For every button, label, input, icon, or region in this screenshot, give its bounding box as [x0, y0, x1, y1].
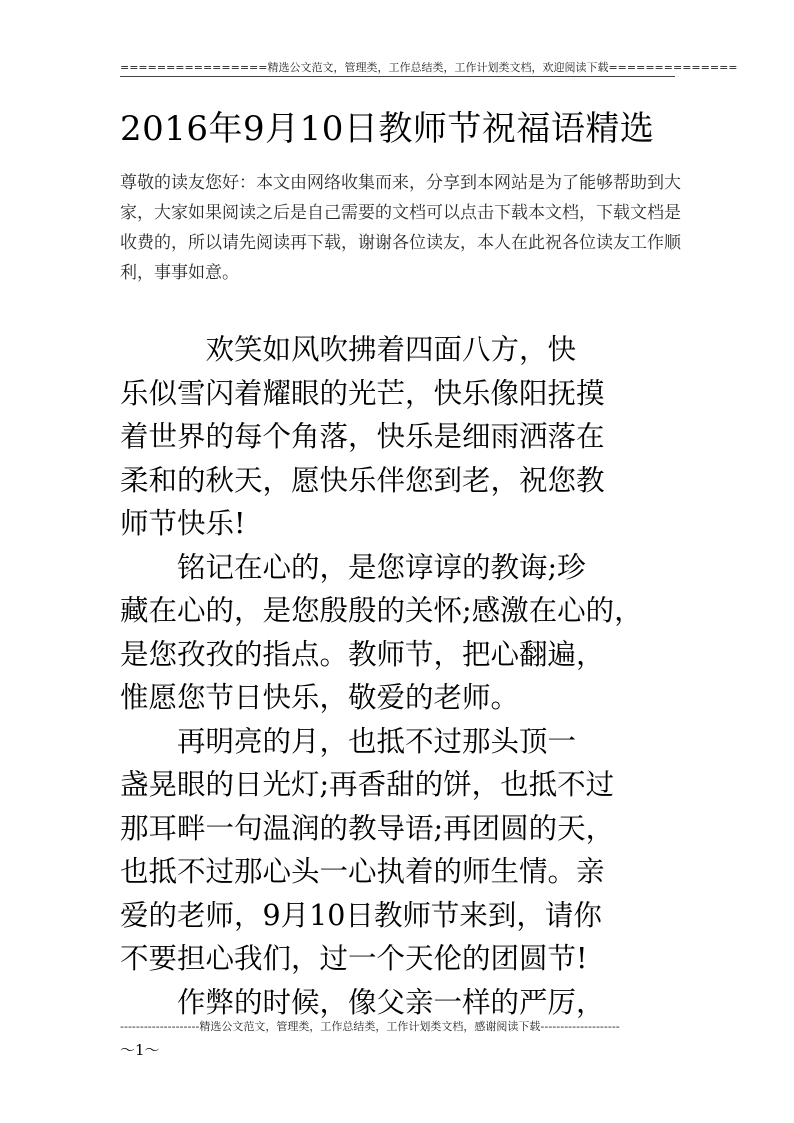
page-footer: --------------------精选公文范文，管理类，工作总结类，工作计划类文档，感谢阅读下载--------------------: [120, 1020, 620, 1033]
header-divider: [120, 76, 675, 77]
body-line: 着世界的每个角落，快乐是细雨洒落在: [120, 420, 605, 453]
intro-paragraph: [120, 168, 680, 288]
body-line: 作弊的时候，像父亲一样的严厉，: [120, 985, 605, 1019]
body-line: 师节快乐!: [120, 507, 246, 540]
body-line: 乐似雪闪着耀眼的光芒，快乐像阳抚摸: [120, 376, 605, 410]
body-line: 藏在心的，是您殷殷的关怀;感激在心的，: [120, 594, 643, 627]
page-header: ================精选公文范文，管理类，工作总结类，工作计划类文档，欢迎阅读下载==============: [120, 61, 738, 74]
body-line: 再明亮的月，也抵不过那头顶一: [120, 724, 577, 758]
body-line: 欢笑如风吹拂着四面八方，快: [120, 333, 577, 366]
intro-line: 尊敬的读友您好：本文由网络收集而来，分享到本网站是为了能够帮助到大: [120, 173, 681, 193]
body-line: 惟愿您节日快乐，敬爱的老师。: [120, 681, 520, 714]
body-line: 是您孜孜的指点。教师节，把心翻遍，: [120, 637, 605, 671]
body-line: 柔和的秋天，愿快乐伴您到老，祝您教: [120, 463, 605, 497]
intro-line: 家，大家如果阅读之后是自己需要的文档可以点击下载本文档，下载文档是: [120, 203, 681, 223]
intro-line: 利，事事如意。: [120, 263, 239, 283]
intro-line: 收费的，所以请先阅读再下载，谢谢各位读友，本人在此祝各位读友工作顺: [120, 233, 681, 253]
body-line: 铭记在心的，是您谆谆的教诲;珍: [120, 550, 586, 584]
body-line: 盏晃眼的日光灯;再香甜的饼，也抵不过: [120, 768, 615, 801]
body-line: 那耳畔一句温润的教导语;再团圆的天，: [120, 811, 615, 845]
document-title: 2016年9月10日教师节祝福语精选: [120, 109, 655, 149]
body-line: 爱的老师，9月10日教师节来到，请你: [120, 898, 602, 932]
body-line: 不要担心我们，过一个天伦的团圆节!: [120, 942, 588, 975]
page-number: ～1～: [120, 1041, 160, 1059]
body-line: 也抵不过那心头一心执着的师生情。亲: [120, 855, 605, 888]
body-text: [120, 328, 680, 1024]
